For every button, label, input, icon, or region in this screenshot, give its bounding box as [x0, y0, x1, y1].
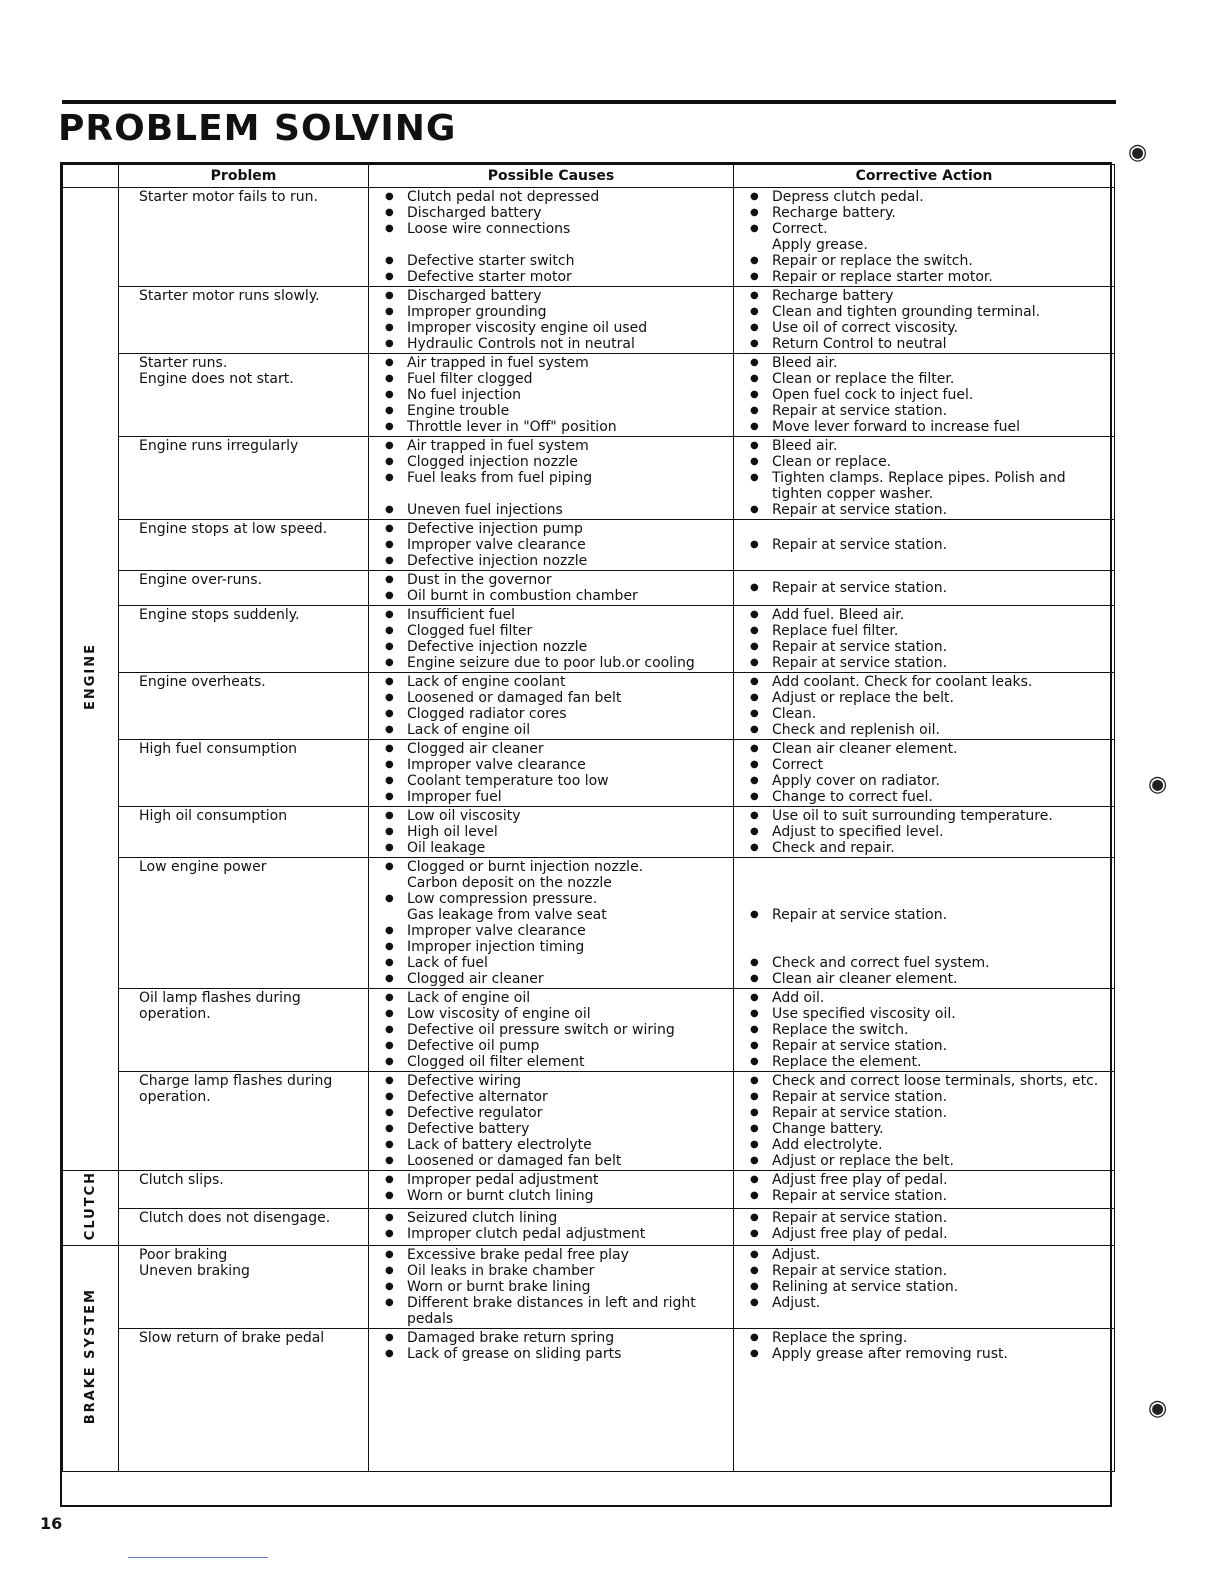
- list-item: ● Replace fuel filter.: [772, 623, 1110, 639]
- causes-list: [373, 674, 729, 738]
- actions-list: [738, 607, 1110, 671]
- problem-cell: High fuel consumption: [119, 740, 369, 807]
- list-item: ● Hydraulic Controls not in neutral: [407, 336, 729, 352]
- list-item: ● Coolant temperature too low: [407, 773, 729, 789]
- list-item: ● Improper clutch pedal adjustment: [407, 1226, 729, 1242]
- punch-hole-mark-icon: ◉: [1148, 1396, 1168, 1421]
- causes-cell: [369, 606, 734, 673]
- list-item: Gas leakage from valve seat: [407, 907, 607, 923]
- table-row: [63, 673, 1115, 740]
- list-item: ● Clogged or burnt injection nozzle.: [407, 859, 729, 875]
- action-cell: [734, 606, 1115, 673]
- list-item: ● Clogged air cleaner: [407, 741, 729, 757]
- list-item: ● Adjust free play of pedal.: [772, 1172, 1110, 1188]
- causes-cell: [369, 673, 734, 740]
- causes-list: [373, 1247, 729, 1327]
- action-cell: [734, 807, 1115, 858]
- list-item: ● Defective regulator: [407, 1105, 729, 1121]
- list-item: ● Replace the switch.: [772, 1022, 1110, 1038]
- action-cell: [734, 858, 1115, 989]
- action-cell: [734, 188, 1115, 287]
- problem-cell: Low engine power: [119, 858, 369, 989]
- list-item: ● Defective injection pump: [407, 521, 729, 537]
- list-item: ● Clean and tighten grounding terminal.: [772, 304, 1110, 320]
- list-item: ● Improper grounding: [407, 304, 729, 320]
- action-cell: [734, 354, 1115, 437]
- list-item: [407, 237, 729, 253]
- list-item: ● Repair at service station.: [772, 1089, 1110, 1105]
- list-item: ● Tighten clamps. Replace pipes. Polish and: [772, 470, 1110, 486]
- list-item: ● Defective oil pump: [407, 1038, 729, 1054]
- list-item: ● Open fuel cock to inject fuel.: [772, 387, 1110, 403]
- table-row: [63, 1246, 1115, 1329]
- list-item: ● Worn or burnt brake lining: [407, 1279, 729, 1295]
- list-item: ● Apply cover on radiator.: [772, 773, 1110, 789]
- list-item: ● Add coolant. Check for coolant leaks.: [772, 674, 1110, 690]
- actions-list: [738, 189, 1110, 285]
- action-cell: [734, 1171, 1115, 1209]
- causes-cell: [369, 1329, 734, 1472]
- list-item: ● Repair at service station.: [772, 403, 1110, 419]
- list-item: ● Clutch pedal not depressed: [407, 189, 729, 205]
- actions-list: [738, 1247, 1110, 1311]
- actions-list: [738, 1172, 1110, 1204]
- header-causes: Possible Causes: [369, 165, 734, 188]
- problem-cell: Charge lamp flashes during operation.: [119, 1072, 369, 1171]
- section-label-text: BRAKE SYSTEM: [82, 1288, 98, 1425]
- actions-list: [738, 355, 1110, 435]
- causes-list: [373, 607, 729, 671]
- action-cell: [734, 571, 1115, 606]
- action-cell: [734, 287, 1115, 354]
- causes-cell: [369, 354, 734, 437]
- list-item: ● Defective alternator: [407, 1089, 729, 1105]
- causes-cell: [369, 1072, 734, 1171]
- list-item: ● Loosened or damaged fan belt: [407, 1153, 729, 1169]
- header-problem: Problem: [119, 165, 369, 188]
- table-row: [63, 740, 1115, 807]
- section-label-clutch: [63, 1171, 119, 1246]
- punch-hole-mark-icon: ◉: [1128, 140, 1148, 165]
- action-cell: [734, 437, 1115, 520]
- list-item: ● Improper valve clearance: [407, 757, 729, 773]
- list-item: tighten copper washer.: [772, 486, 934, 502]
- problem-cell: Starter motor fails to run.: [119, 188, 369, 287]
- list-item: ● Adjust.: [772, 1295, 1110, 1311]
- list-item: ● High oil level: [407, 824, 729, 840]
- list-item: Carbon deposit on the nozzle: [407, 875, 612, 891]
- list-item: ● Bleed air.: [772, 355, 1110, 371]
- list-item: ● Lack of engine coolant: [407, 674, 729, 690]
- problem-cell: Engine stops at low speed.: [119, 520, 369, 571]
- causes-list: [373, 1073, 729, 1169]
- header-section: [63, 165, 119, 188]
- problem-cell: Starter runs. Engine does not start.: [119, 354, 369, 437]
- list-item: ● Apply grease after removing rust.: [772, 1346, 1110, 1362]
- list-item: ● Recharge battery: [772, 288, 1110, 304]
- list-item: ● Improper valve clearance: [407, 537, 729, 553]
- table-row: [63, 606, 1115, 673]
- page-title: PROBLEM SOLVING: [58, 108, 457, 149]
- problem-cell: High oil consumption: [119, 807, 369, 858]
- action-cell: [734, 1072, 1115, 1171]
- list-item: ● Air trapped in fuel system: [407, 355, 729, 371]
- causes-list: [373, 1172, 729, 1204]
- causes-cell: [369, 858, 734, 989]
- list-item: ● Improper pedal adjustment: [407, 1172, 729, 1188]
- list-item: ● Defective injection nozzle: [407, 553, 729, 569]
- list-item: ● Lack of fuel: [407, 955, 729, 971]
- table-row: [63, 1208, 1115, 1246]
- problem-cell: Poor braking Uneven braking: [119, 1246, 369, 1329]
- list-item: ● Low compression pressure.: [407, 891, 729, 907]
- list-item: ● Repair at service station.: [772, 502, 1110, 518]
- table-row: [63, 437, 1115, 520]
- list-item: ● Adjust or replace the belt.: [772, 1153, 1110, 1169]
- list-item: ● Repair at service station.: [772, 1188, 1110, 1204]
- action-cell: [734, 740, 1115, 807]
- causes-cell: [369, 740, 734, 807]
- table-row: [63, 858, 1115, 989]
- list-item: [772, 859, 1110, 875]
- list-item: ● Add electrolyte.: [772, 1137, 1110, 1153]
- list-item: ● Excessive brake pedal free play: [407, 1247, 729, 1263]
- list-item: ● Repair at service station.: [772, 907, 1110, 923]
- causes-cell: [369, 1208, 734, 1246]
- action-cell: [734, 989, 1115, 1072]
- list-item: ● Clogged radiator cores: [407, 706, 729, 722]
- list-item: ● No fuel injection: [407, 387, 729, 403]
- list-item: ● Move lever forward to increase fuel: [772, 419, 1110, 435]
- causes-cell: [369, 287, 734, 354]
- list-item: ● Recharge battery.: [772, 205, 1110, 221]
- causes-list: [373, 438, 729, 518]
- list-item: ● Different brake distances in left and right: [407, 1295, 729, 1311]
- causes-list: [373, 521, 729, 569]
- actions-list: [738, 674, 1110, 738]
- list-item: ● Seizured clutch lining: [407, 1210, 729, 1226]
- list-item: ● Uneven fuel injections: [407, 502, 729, 518]
- action-cell: [734, 1246, 1115, 1329]
- list-item: ● Engine seizure due to poor lub.or cooling: [407, 655, 729, 671]
- causes-cell: [369, 520, 734, 571]
- list-item: ● Bleed air.: [772, 438, 1110, 454]
- causes-list: [373, 1210, 729, 1242]
- causes-cell: [369, 807, 734, 858]
- list-item: ● Insufficient fuel: [407, 607, 729, 623]
- list-item: ● Return Control to neutral: [772, 336, 1110, 352]
- list-item: ● Repair at service station.: [772, 1210, 1110, 1226]
- list-item: ● Defective wiring: [407, 1073, 729, 1089]
- list-item: [772, 939, 1110, 955]
- list-item: ● Fuel filter clogged: [407, 371, 729, 387]
- list-item: ● Lack of grease on sliding parts: [407, 1346, 729, 1362]
- list-item: ● Clean or replace.: [772, 454, 1110, 470]
- footer-line: [128, 1557, 268, 1558]
- list-item: ● Check and correct fuel system.: [772, 955, 1110, 971]
- list-item: [772, 553, 1110, 569]
- list-item: ● Oil leaks in brake chamber: [407, 1263, 729, 1279]
- list-item: ● Repair at service station.: [772, 537, 1110, 553]
- list-item: [772, 891, 1110, 907]
- causes-list: [373, 859, 729, 987]
- header-action: Corrective Action: [734, 165, 1115, 188]
- page-number: 16: [40, 1514, 63, 1533]
- list-item: Apply grease.: [772, 237, 868, 253]
- causes-list: [373, 288, 729, 352]
- list-item: ● Clean air cleaner element.: [772, 741, 1110, 757]
- list-item: ● Adjust free play of pedal.: [772, 1226, 1110, 1242]
- list-item: ● Damaged brake return spring: [407, 1330, 729, 1346]
- list-item: ● Fuel leaks from fuel piping: [407, 470, 729, 486]
- list-item: ● Loose wire connections: [407, 221, 729, 237]
- list-item: ● Adjust.: [772, 1247, 1110, 1263]
- list-item: ● Discharged battery: [407, 288, 729, 304]
- causes-cell: [369, 571, 734, 606]
- list-item: ● Clogged oil filter element: [407, 1054, 729, 1070]
- causes-list: [373, 990, 729, 1070]
- list-item: ● Clogged fuel filter: [407, 623, 729, 639]
- list-item: ● Repair or replace starter motor.: [772, 269, 1110, 285]
- list-item: ● Improper valve clearance: [407, 923, 729, 939]
- list-item: ● Depress clutch pedal.: [772, 189, 1110, 205]
- list-item: ● Change battery.: [772, 1121, 1110, 1137]
- table-row: [63, 287, 1115, 354]
- causes-cell: [369, 1246, 734, 1329]
- list-item: ● Correct: [772, 757, 1110, 773]
- causes-list: [373, 355, 729, 435]
- problem-cell: Engine overheats.: [119, 673, 369, 740]
- list-item: ● Relining at service station.: [772, 1279, 1110, 1295]
- list-item: ● Worn or burnt clutch lining: [407, 1188, 729, 1204]
- actions-list: [738, 859, 1110, 987]
- table-row: [63, 989, 1115, 1072]
- list-item: ● Repair at service station.: [772, 580, 1110, 596]
- table-row: [63, 188, 1115, 287]
- causes-list: [373, 741, 729, 805]
- causes-list: [373, 189, 729, 285]
- list-item: ● Check and correct loose terminals, shorts, etc.: [772, 1073, 1110, 1089]
- list-item: ● Repair at service station.: [772, 655, 1110, 671]
- actions-list: [738, 990, 1110, 1070]
- list-item: ● Dust in the governor: [407, 572, 729, 588]
- actions-list: [738, 808, 1110, 856]
- list-item: ● Defective injection nozzle: [407, 639, 729, 655]
- list-item: ● Use oil of correct viscosity.: [772, 320, 1110, 336]
- list-item: ● Loosened or damaged fan belt: [407, 690, 729, 706]
- causes-list: [373, 1330, 729, 1362]
- problem-table: [60, 162, 1112, 1507]
- list-item: [772, 923, 1110, 939]
- list-item: ● Oil burnt in combustion chamber: [407, 588, 729, 604]
- list-item: ● Change to correct fuel.: [772, 789, 1110, 805]
- causes-cell: [369, 1171, 734, 1209]
- list-item: ● Low viscosity of engine oil: [407, 1006, 729, 1022]
- problem-cell: Oil lamp flashes during operation.: [119, 989, 369, 1072]
- section-label-text: ENGINE: [82, 642, 98, 711]
- list-item: ● Defective oil pressure switch or wiring: [407, 1022, 729, 1038]
- table-row: [63, 807, 1115, 858]
- table-row: [63, 1171, 1115, 1209]
- list-item: ● Repair or replace the switch.: [772, 253, 1110, 269]
- list-item: ● Add fuel. Bleed air.: [772, 607, 1110, 623]
- list-item: ● Discharged battery: [407, 205, 729, 221]
- list-item: ● Use specified viscosity oil.: [772, 1006, 1110, 1022]
- problem-cell: Engine runs irregularly: [119, 437, 369, 520]
- list-item: ● Defective battery: [407, 1121, 729, 1137]
- list-item: ● Clogged air cleaner: [407, 971, 729, 987]
- top-rule: [62, 100, 1116, 104]
- list-item: ● Lack of engine oil: [407, 722, 729, 738]
- list-item: ● Clean air cleaner element.: [772, 971, 1110, 987]
- list-item: ● Replace the spring.: [772, 1330, 1110, 1346]
- list-item: ● Oil leakage: [407, 840, 729, 856]
- action-cell: [734, 673, 1115, 740]
- list-item: [407, 486, 729, 502]
- table-row: [63, 1329, 1115, 1472]
- actions-list: [738, 288, 1110, 352]
- actions-list: [738, 1330, 1110, 1362]
- list-item: ● Defective starter motor: [407, 269, 729, 285]
- list-item: ● Adjust or replace the belt.: [772, 690, 1110, 706]
- list-item: ● Lack of engine oil: [407, 990, 729, 1006]
- list-item: [772, 875, 1110, 891]
- actions-list: [738, 580, 1110, 596]
- list-item: ● Repair at service station.: [772, 1263, 1110, 1279]
- list-item: ● Clean or replace the filter.: [772, 371, 1110, 387]
- section-label-engine: [63, 188, 119, 1171]
- header-row: [63, 165, 1115, 188]
- list-item: ● Improper viscosity engine oil used: [407, 320, 729, 336]
- list-item: ● Engine trouble: [407, 403, 729, 419]
- causes-list: [373, 808, 729, 856]
- list-item: ● Defective starter switch: [407, 253, 729, 269]
- problem-cell: Engine stops suddenly.: [119, 606, 369, 673]
- actions-list: [738, 741, 1110, 805]
- problem-cell: Slow return of brake pedal: [119, 1329, 369, 1472]
- causes-cell: [369, 437, 734, 520]
- list-item: ● Repair at service station.: [772, 1105, 1110, 1121]
- list-item: ● Add oil.: [772, 990, 1110, 1006]
- list-item: [772, 521, 1110, 537]
- problem-cell: Starter motor runs slowly.: [119, 287, 369, 354]
- list-item: ● Low oil viscosity: [407, 808, 729, 824]
- actions-list: [738, 521, 1110, 569]
- action-cell: [734, 520, 1115, 571]
- causes-list: [373, 572, 729, 604]
- list-item: ● Throttle lever in "Off" position: [407, 419, 729, 435]
- list-item: ● Improper injection timing: [407, 939, 729, 955]
- list-item: ● Adjust to specified level.: [772, 824, 1110, 840]
- section-label-brake: [63, 1246, 119, 1472]
- section-label-text: CLUTCH: [82, 1171, 98, 1241]
- problem-cell: Engine over-runs.: [119, 571, 369, 606]
- table-row: [63, 1072, 1115, 1171]
- table-row: [63, 354, 1115, 437]
- list-item: ● Clogged injection nozzle: [407, 454, 729, 470]
- problem-cell: Clutch does not disengage.: [119, 1208, 369, 1246]
- table-row: [63, 520, 1115, 571]
- list-item: ● Use oil to suit surrounding temperature.: [772, 808, 1110, 824]
- causes-cell: [369, 188, 734, 287]
- actions-list: [738, 438, 1110, 518]
- list-item: ● Repair at service station.: [772, 639, 1110, 655]
- causes-cell: [369, 989, 734, 1072]
- list-item: ● Repair at service station.: [772, 1038, 1110, 1054]
- list-item: pedals: [407, 1311, 454, 1328]
- problem-cell: Clutch slips.: [119, 1171, 369, 1209]
- list-item: ● Check and repair.: [772, 840, 1110, 856]
- list-item: ● Clean.: [772, 706, 1110, 722]
- list-item: ● Improper fuel: [407, 789, 729, 805]
- list-item: ● Check and replenish oil.: [772, 722, 1110, 738]
- list-item: ● Air trapped in fuel system: [407, 438, 729, 454]
- list-item: ● Correct.: [772, 221, 1110, 237]
- action-cell: [734, 1208, 1115, 1246]
- actions-list: [738, 1210, 1110, 1242]
- punch-hole-mark-icon: ◉: [1148, 772, 1168, 797]
- action-cell: [734, 1329, 1115, 1472]
- actions-list: [738, 1073, 1110, 1169]
- list-item: ● Lack of battery electrolyte: [407, 1137, 729, 1153]
- table-row: [63, 571, 1115, 606]
- list-item: ● Replace the element.: [772, 1054, 1110, 1070]
